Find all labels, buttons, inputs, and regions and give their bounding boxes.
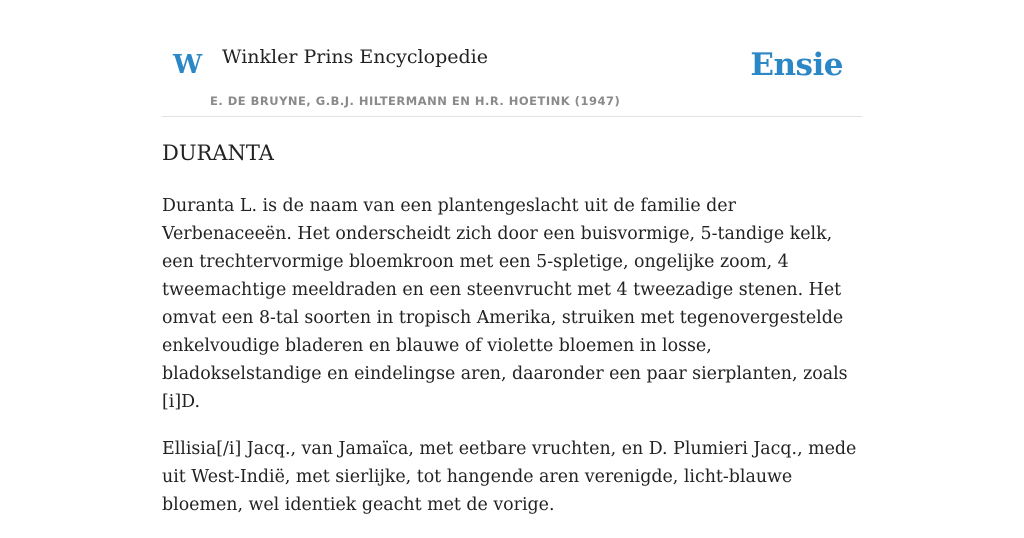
article-paragraph: Duranta L. is de naam van een plantengeslacht uit de familie der Verbenaceeën. Het onderscheidt zich door een buisvormige, 5-tandige kelk, een trechtervormige bloemkroon met een 5-spletige, ongelijke zoom, 4 tweemachtige meeldraden en een steenvrucht met 4 tweezadige stenen. Het omvat een 8-tal soorten in tropisch Amerika, struiken met tegenovergestelde enkelvoudige bladeren en blauwe of violette bloemen in losse, bladokselstandige en eindelingse aren, daaronder een paar sierplanten, zoals [i]D. xyxy=(162,196,848,412)
winkler-prins-logo[interactable]: W xyxy=(173,50,203,80)
article-title: DURANTA xyxy=(162,141,274,165)
article-body xyxy=(162,192,862,538)
site-header xyxy=(162,0,862,117)
authors-line: E. DE BRUYNE, G.B.J. HILTERMANN EN H.R. HOETINK (1947) xyxy=(210,94,621,108)
site-title: Winkler Prins Encyclopedie xyxy=(222,46,488,68)
page xyxy=(162,0,862,515)
ensie-logo-link[interactable]: Ensie xyxy=(750,47,843,83)
article-paragraph: Ellisia[/i] Jacq., van Jamaïca, met eetbare vruchten, en D. Plumieri Jacq., mede uit West-Indië, met sierlijke, tot hangende aren verenigde, licht-blauwe bloemen, wel identiek geacht met de vorige. xyxy=(162,439,857,515)
